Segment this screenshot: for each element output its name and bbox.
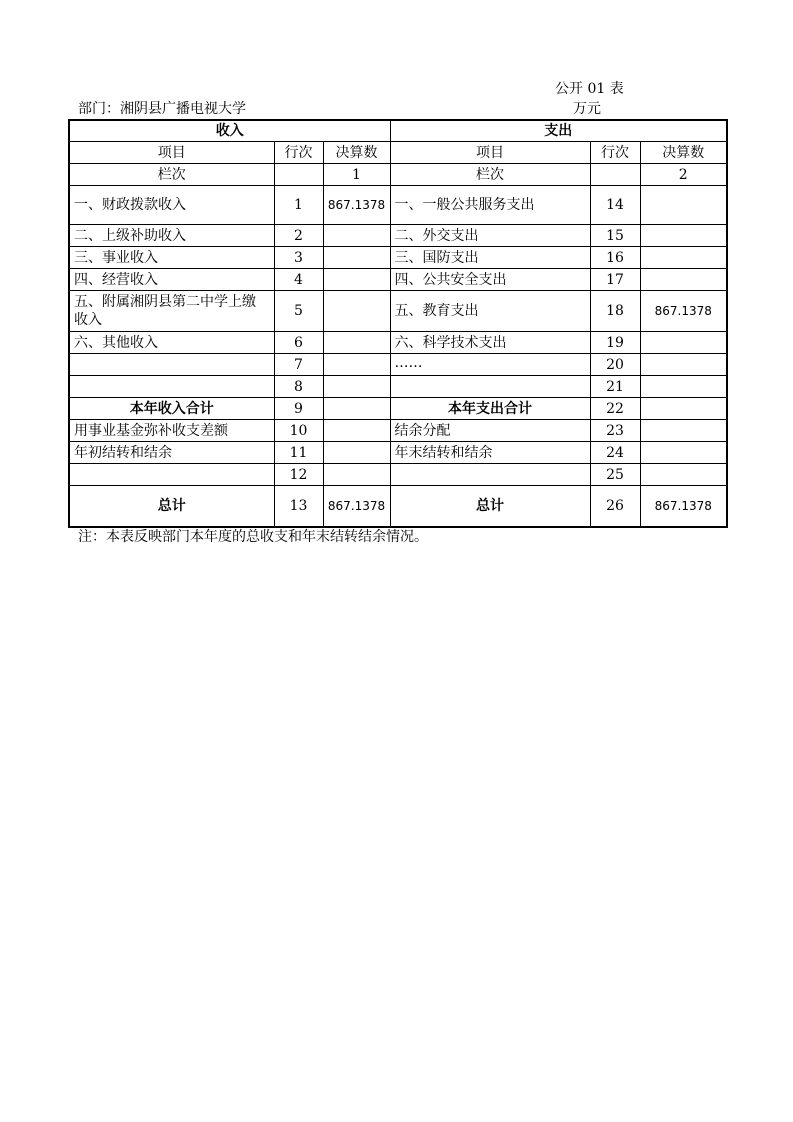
- income-item: 四、经营收入: [69, 269, 274, 291]
- expense-row-no: 22: [590, 398, 640, 420]
- income-row-no: 6: [274, 332, 323, 354]
- expense-amount: [640, 186, 727, 225]
- income-amount: [323, 269, 390, 291]
- income-item: [69, 354, 274, 376]
- expense-item: [390, 464, 590, 486]
- expense-subtotal-label: 本年支出合计: [390, 398, 590, 420]
- income-header: 收入: [69, 120, 390, 142]
- expense-item: 四、公共安全支出: [390, 269, 590, 291]
- income-amount: [323, 291, 390, 332]
- income-total-amount: 867.1378: [323, 486, 390, 528]
- income-amount: [323, 376, 390, 398]
- table-row: [69, 486, 727, 528]
- income-subtotal-label: 本年收入合计: [69, 398, 274, 420]
- expense-row-no: 24: [590, 442, 640, 464]
- income-row-no: 1: [274, 186, 323, 225]
- expense-item: 五、教育支出: [390, 291, 590, 332]
- income-expense-table: [68, 119, 728, 528]
- table-row: [69, 354, 727, 376]
- table-row: [69, 269, 727, 291]
- income-item: 三、事业收入: [69, 247, 274, 269]
- income-row-no: 10: [274, 420, 323, 442]
- income-row-no: 2: [274, 225, 323, 247]
- income-amount: [323, 442, 390, 464]
- table-row: [69, 225, 727, 247]
- col-header-amount: 决算数: [323, 142, 390, 164]
- income-amount: [323, 398, 390, 420]
- lanci-1: 1: [323, 164, 390, 186]
- expense-item: 一、一般公共服务支出: [390, 186, 590, 225]
- income-item: 年初结转和结余: [69, 442, 274, 464]
- income-item: 二、上级补助收入: [69, 225, 274, 247]
- income-item: 六、其他收入: [69, 332, 274, 354]
- table-row: [69, 398, 727, 420]
- expense-item: 年末结转和结余: [390, 442, 590, 464]
- lanci-label: 栏次: [69, 164, 274, 186]
- department-label: 部门：湘阴县广播电视大学: [78, 101, 246, 117]
- col-header-row: 行次: [274, 142, 323, 164]
- table-row: [69, 420, 727, 442]
- income-row-no: 13: [274, 486, 323, 528]
- lanci-label: 栏次: [390, 164, 590, 186]
- expense-row-no: 21: [590, 376, 640, 398]
- expense-amount: [640, 332, 727, 354]
- expense-row-no: 17: [590, 269, 640, 291]
- income-row-no: 3: [274, 247, 323, 269]
- table-row: [69, 376, 727, 398]
- expense-amount: [640, 442, 727, 464]
- table-row: [69, 247, 727, 269]
- expense-row-no: 14: [590, 186, 640, 225]
- lanci-blank: [274, 164, 323, 186]
- table-row: [69, 291, 727, 332]
- income-item: [69, 464, 274, 486]
- expense-item: 结余分配: [390, 420, 590, 442]
- income-item: 五、附属湘阴县第二中学上缴收入: [69, 291, 274, 332]
- col-header-item: 项目: [69, 142, 274, 164]
- expense-item: ……: [390, 354, 590, 376]
- expense-amount: [640, 269, 727, 291]
- footnote: 注：本表反映部门本年度的总收支和年末结转结余情况。: [78, 529, 428, 545]
- expense-amount: [640, 376, 727, 398]
- income-amount: 867.1378: [323, 186, 390, 225]
- expense-item: 三、国防支出: [390, 247, 590, 269]
- income-item: [69, 376, 274, 398]
- income-amount: [323, 332, 390, 354]
- table-row: [69, 186, 727, 225]
- income-amount: [323, 354, 390, 376]
- expense-row-no: 26: [590, 486, 640, 528]
- expense-row-no: 20: [590, 354, 640, 376]
- expense-amount: [640, 247, 727, 269]
- expense-amount: [640, 354, 727, 376]
- form-number: 公开 01 表: [555, 81, 624, 97]
- expense-amount: 867.1378: [640, 291, 727, 332]
- income-amount: [323, 247, 390, 269]
- income-total-label: 总计: [69, 486, 274, 528]
- col-header-amount: 决算数: [640, 142, 727, 164]
- income-amount: [323, 420, 390, 442]
- col-header-row: 行次: [590, 142, 640, 164]
- expense-amount: [640, 464, 727, 486]
- expense-item: 二、外交支出: [390, 225, 590, 247]
- expense-row-no: 15: [590, 225, 640, 247]
- expense-total-label: 总计: [390, 486, 590, 528]
- expense-amount: [640, 420, 727, 442]
- expense-row-no: 16: [590, 247, 640, 269]
- expense-item: 六、科学技术支出: [390, 332, 590, 354]
- income-row-no: 8: [274, 376, 323, 398]
- expense-amount: [640, 398, 727, 420]
- income-row-no: 7: [274, 354, 323, 376]
- expense-row-no: 19: [590, 332, 640, 354]
- income-item: 用事业基金弥补收支差额: [69, 420, 274, 442]
- income-row-no: 11: [274, 442, 323, 464]
- table-row: [69, 442, 727, 464]
- expense-header: 支出: [390, 120, 727, 142]
- expense-row-no: 25: [590, 464, 640, 486]
- income-row-no: 12: [274, 464, 323, 486]
- income-amount: [323, 225, 390, 247]
- expense-row-no: 23: [590, 420, 640, 442]
- expense-row-no: 18: [590, 291, 640, 332]
- income-row-no: 5: [274, 291, 323, 332]
- income-row-no: 4: [274, 269, 323, 291]
- income-amount: [323, 464, 390, 486]
- table-row: [69, 332, 727, 354]
- expense-amount: [640, 225, 727, 247]
- lanci-2: 2: [640, 164, 727, 186]
- col-header-item: 项目: [390, 142, 590, 164]
- table-row: [69, 464, 727, 486]
- income-row-no: 9: [274, 398, 323, 420]
- expense-total-amount: 867.1378: [640, 486, 727, 528]
- lanci-blank: [590, 164, 640, 186]
- income-item: 一、财政拨款收入: [69, 186, 274, 225]
- expense-item: [390, 376, 590, 398]
- unit-label: 万元: [573, 101, 601, 117]
